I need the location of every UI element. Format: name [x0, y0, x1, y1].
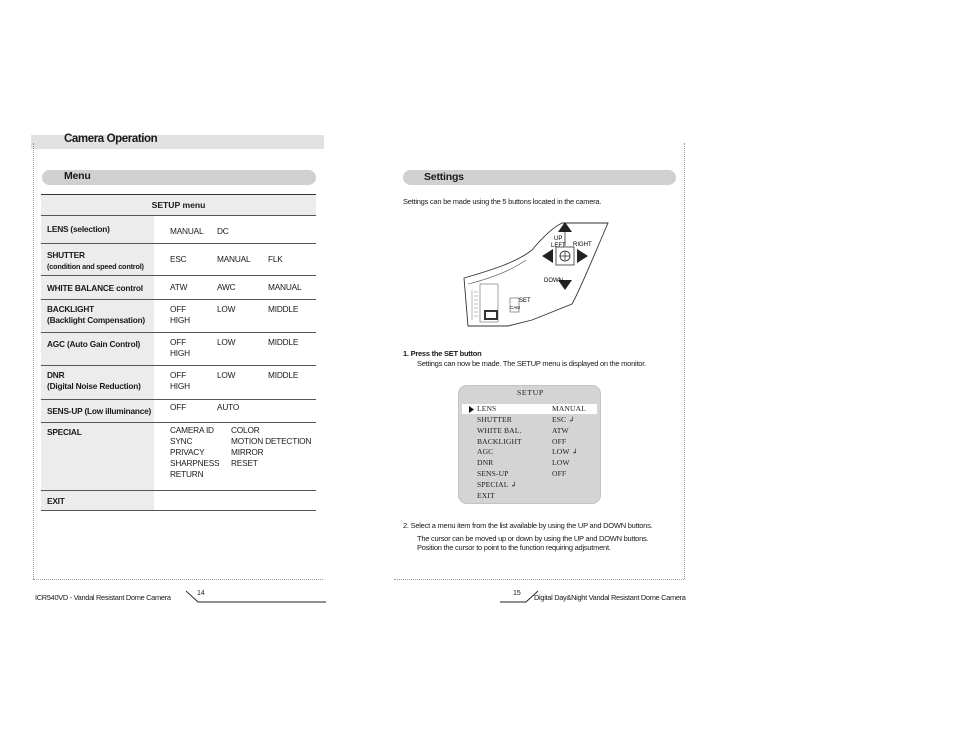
step2-line1: The cursor can be moved up or down by using the UP and DOWN buttons. — [417, 534, 649, 543]
option: RETURN — [170, 469, 204, 479]
option: MIDDLE — [268, 370, 299, 380]
step2-line2: Position the cursor to point to the function requiring adjsutment. — [417, 543, 611, 552]
row-label: SENS-UP (Low illuminance) — [47, 406, 152, 416]
option: OFF — [170, 304, 186, 314]
osd-value: LOW — [552, 458, 570, 467]
osd-item: SHUTTER — [477, 415, 512, 424]
row-label: EXIT — [47, 496, 65, 506]
step1-title: 1. Press the SET button — [403, 349, 482, 358]
option: HIGH — [170, 348, 190, 358]
table-row — [41, 216, 316, 244]
label-cam: CAM — [510, 305, 520, 310]
option: LOW — [217, 304, 236, 314]
option: DC — [217, 226, 229, 236]
page-border — [394, 579, 684, 580]
osd-item: AGC — [477, 447, 494, 456]
option: CAMERA ID — [170, 425, 214, 435]
settings-heading: Settings — [424, 171, 464, 183]
option: AWC — [217, 282, 236, 292]
row-sublabel: (Backlight Compensation) — [47, 315, 145, 325]
osd-item: SPECIAL ↲ — [477, 480, 517, 489]
option: MIRROR — [231, 447, 264, 457]
osd-value: OFF — [552, 469, 567, 478]
option: RESET — [231, 458, 258, 468]
osd-title: SETUP — [517, 388, 544, 397]
table-row — [41, 423, 316, 491]
footer-title: ICR540VD - Vandal Resistant Dome Camera — [35, 593, 171, 602]
option: AUTO — [217, 402, 240, 412]
row-label: BACKLIGHT — [47, 304, 95, 314]
row-label: LENS (selection) — [47, 224, 110, 234]
step2-title: 2. Select a menu item from the list available by using the UP and DOWN buttons. — [403, 521, 653, 530]
osd-item: DNR — [477, 458, 494, 467]
row-label: AGC (Auto Gain Control) — [47, 339, 141, 349]
setup-menu-table — [41, 194, 316, 511]
osd-item: EXIT — [477, 491, 495, 500]
osd-value: OFF — [552, 437, 567, 446]
option: LOW — [217, 370, 236, 380]
option: ESC — [170, 254, 187, 264]
option: SHARPNESS — [170, 458, 220, 468]
table-row — [41, 400, 316, 423]
osd-item: LENS — [477, 404, 497, 413]
osd-item: BACKLIGHT — [477, 437, 522, 446]
page-number: 15 — [513, 590, 521, 597]
table-row — [41, 300, 316, 333]
osd-value: ATW — [552, 426, 569, 435]
option: MIDDLE — [268, 304, 299, 314]
intro-text: Settings can be made using the 5 buttons located in the camera. — [403, 197, 602, 206]
label-set: SET — [519, 298, 531, 304]
page-number: 14 — [197, 590, 205, 597]
label-left: LEFT — [551, 243, 566, 249]
row-sublabel: (condition and speed control) — [47, 262, 144, 271]
page-border — [33, 143, 34, 579]
option: SYNC — [170, 436, 193, 446]
footer-title: Digital Day&Night Vandal Resistant Dome Camera — [534, 593, 686, 602]
option: OFF — [170, 337, 186, 347]
option: MOTION DETECTION — [231, 436, 312, 446]
option: PRIVACY — [170, 447, 205, 457]
option: LOW — [217, 337, 236, 347]
option: MANUAL — [268, 282, 302, 292]
option: FLK — [268, 254, 283, 264]
osd-item: WHITE BAL. — [477, 426, 522, 435]
row-label: WHITE BALANCE control — [47, 283, 143, 293]
label-down: DOWN — [544, 278, 563, 284]
table-row — [41, 244, 316, 276]
label-right: RIGHT — [573, 242, 592, 248]
menu-heading: Menu — [64, 170, 91, 182]
osd-value: ESC ↲ — [552, 415, 575, 424]
label-up: UP — [554, 236, 563, 242]
table-row — [41, 366, 316, 400]
row-label: SPECIAL — [47, 427, 82, 437]
row-sublabel: (Digital Noise Reduction) — [47, 381, 141, 391]
option: COLOR — [231, 425, 260, 435]
camera-buttons-diagram — [462, 220, 612, 330]
cursor-arrow-icon — [469, 406, 475, 413]
row-label: DNR — [47, 370, 65, 380]
option: MIDDLE — [268, 337, 299, 347]
osd-item: SENS-UP — [477, 469, 509, 478]
osd-value: MANUAL — [552, 404, 586, 413]
table-title: SETUP menu — [41, 194, 316, 216]
footer-rule — [186, 588, 326, 604]
option: HIGH — [170, 381, 190, 391]
row-label: SHUTTER — [47, 250, 85, 260]
option: ATW — [170, 282, 188, 292]
option: OFF — [170, 370, 186, 380]
page-border — [33, 579, 323, 580]
setup-osd-screen — [458, 385, 601, 504]
page-border — [684, 143, 685, 579]
option: HIGH — [170, 315, 190, 325]
table-row — [41, 491, 316, 511]
option: MANUAL — [170, 226, 204, 236]
step1-text: Settings can now be made. The SETUP menu is displayed on the monitor. — [417, 359, 646, 368]
table-row — [41, 333, 316, 366]
section-title: Camera Operation — [64, 133, 158, 145]
table-row — [41, 276, 316, 300]
osd-value: LOW ↲ — [552, 447, 578, 456]
option: OFF — [170, 402, 186, 412]
option: MANUAL — [217, 254, 251, 264]
